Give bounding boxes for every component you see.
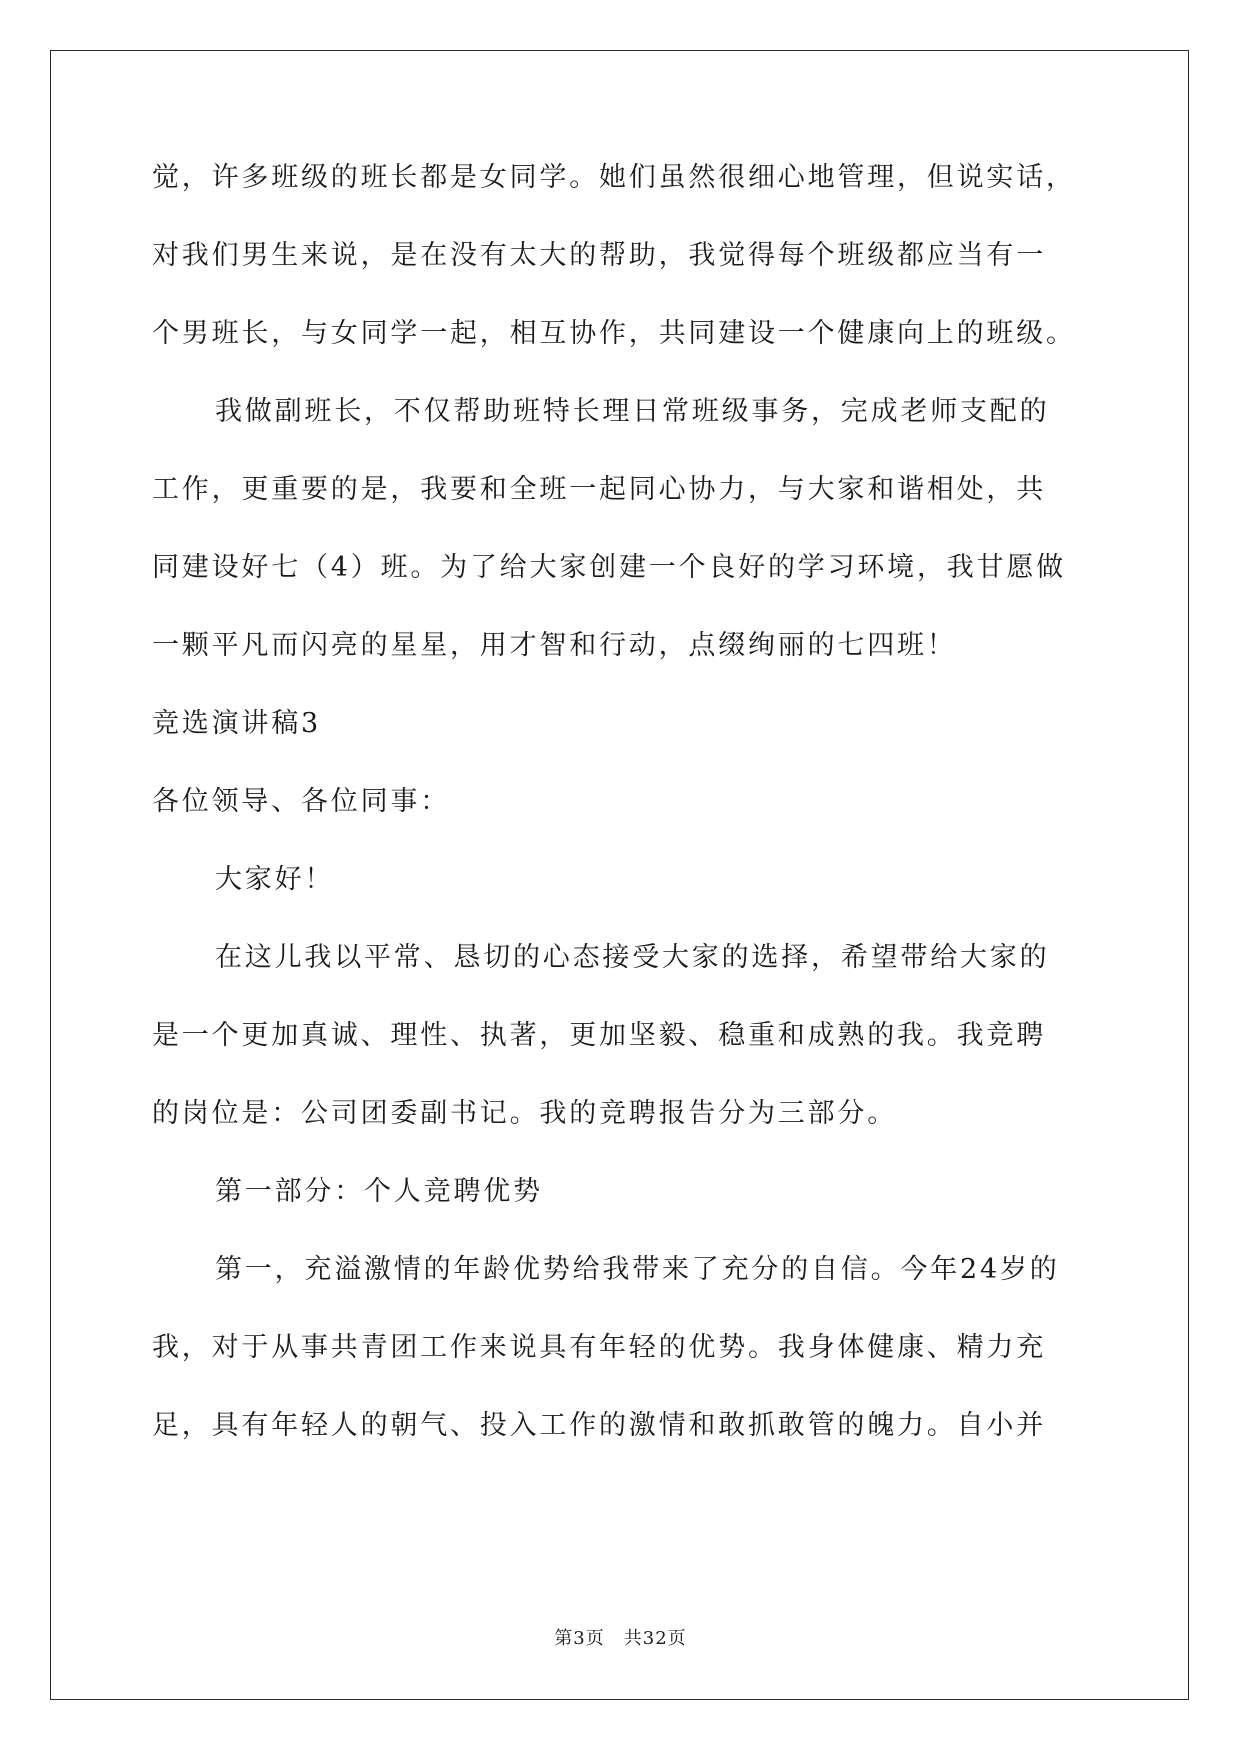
text-line: 工作，更重要的是，我要和全班一起同心协力，与大家和谐相处，共 — [152, 474, 1046, 505]
text-line: 足，具有年轻人的朝气、投入工作的激情和敢抓敢管的魄力。自小并 — [152, 1410, 1046, 1441]
greeting: 大家好！ — [215, 864, 335, 895]
text-line: 个男班长，与女同学一起，相互协作，共同建设一个健康向上的班级。 — [152, 318, 1076, 349]
subsection-heading: 第一部分：个人竞聘优势 — [215, 1176, 543, 1207]
text-line: 对我们男生来说，是在没有太大的帮助，我觉得每个班级都应当有一 — [152, 240, 1046, 271]
section-title: 竞选演讲稿3 — [152, 708, 321, 739]
text-line: 是一个更加真诚、理性、执著，更加坚毅、稳重和成熟的我。我竞聘 — [152, 1020, 1046, 1051]
page-number: 第3页 共32页 — [554, 1628, 687, 1649]
text-line: 我做副班长，不仅帮助班特长理日常班级事务，完成老师支配的 — [215, 396, 1050, 427]
text-line: 在这儿我以平常、恳切的心态接受大家的选择，希望带给大家的 — [215, 942, 1050, 973]
text-line: 一颗平凡而闪亮的星星，用才智和行动，点缀绚丽的七四班！ — [152, 630, 957, 661]
salutation: 各位领导、各位同事： — [152, 786, 450, 817]
text-line: 我，对于从事共青团工作来说具有年轻的优势。我身体健康、精力充 — [152, 1332, 1046, 1363]
text-line: 第一，充溢激情的年龄优势给我带来了充分的自信。今年24岁的 — [215, 1254, 1060, 1285]
text-line: 觉，许多班级的班长都是女同学。她们虽然很细心地管理，但说实话， — [152, 162, 1076, 193]
text-line: 的岗位是：公司团委副书记。我的竞聘报告分为三部分。 — [152, 1098, 897, 1129]
text-line: 同建设好七（4）班。为了给大家创建一个良好的学习环境，我甘愿做 — [152, 552, 1066, 583]
